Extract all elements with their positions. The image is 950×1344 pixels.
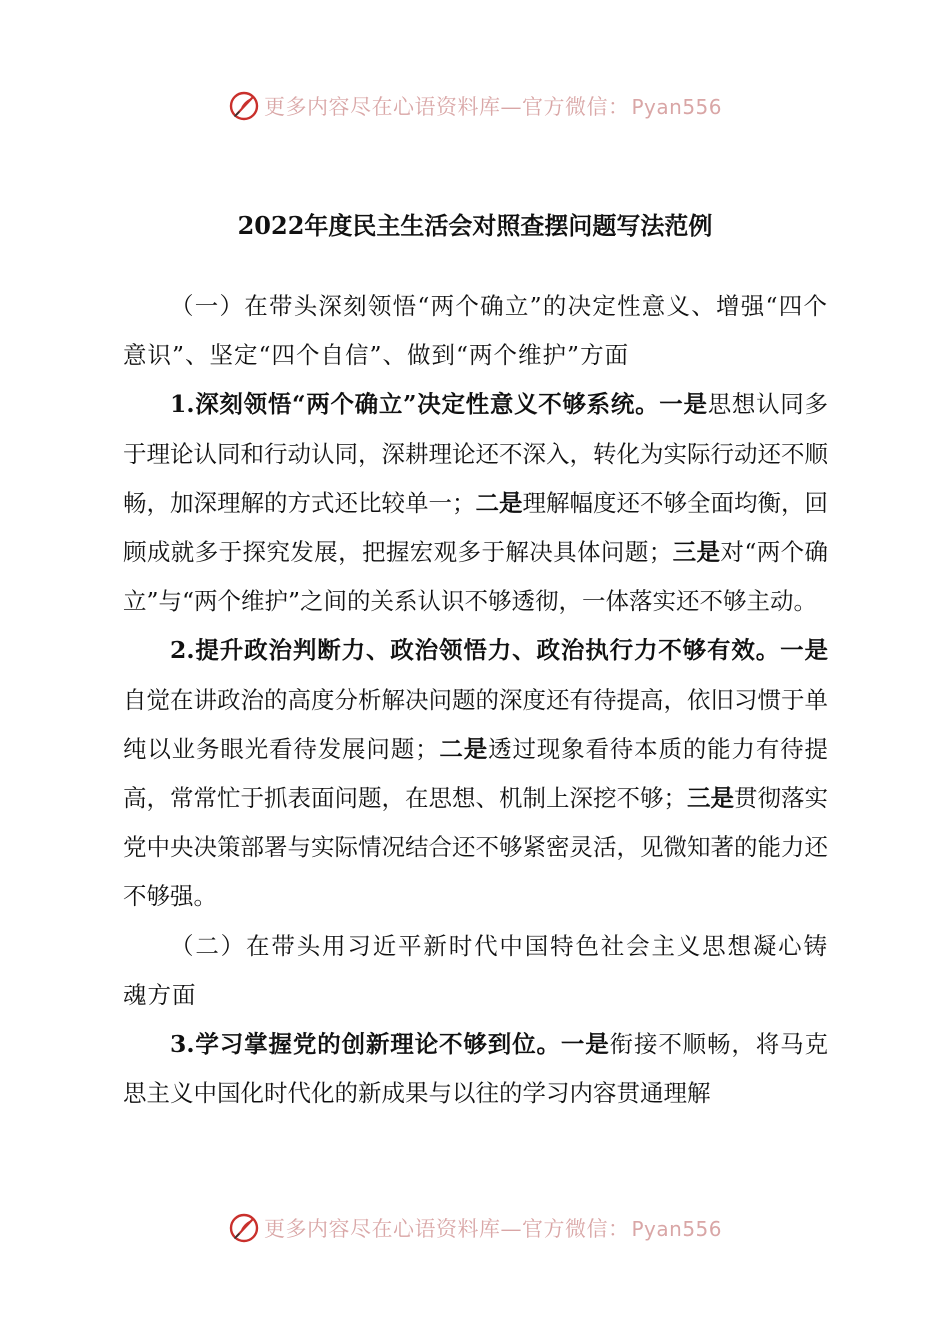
point-label: 二是 — [438, 734, 489, 763]
point-label: 一是 — [560, 1030, 610, 1059]
item-paragraph-2 — [123, 626, 828, 921]
point-label: 三是 — [687, 784, 734, 813]
document-body — [123, 282, 828, 1118]
watermark-caption: 更多内容尽在心语资料库—官方微信： — [263, 95, 630, 119]
point-text: 对“两个确立”与“两个维护”之间的关系认识不够透彻，一体落实还不够主动。 — [123, 538, 829, 616]
point-text: 思想认同多于理论认同和行动认同，深耕理论还不深入，转化为实际行动还不顺畅，加深理解的方式还比较单一； — [123, 390, 829, 517]
point-label: 一是 — [659, 390, 708, 419]
item-paragraph-1 — [123, 380, 828, 626]
item-heading: 3.学习掌握党的创新理论不够到位。 — [170, 1030, 561, 1059]
point-text: 衔接不顺畅，将马克思主义中国化时代化的新成果与以往的学习内容贯通理解 — [123, 1030, 829, 1108]
item-heading: 1.深刻领悟“两个确立”决定性意义不够系统。 — [170, 390, 660, 419]
section-heading-1: （一）在带头深刻领悟“两个确立”的决定性意义、增强“四个意识”、坚定“四个自信”、做到“两个维护”方面 — [123, 292, 828, 370]
document-title: 2022年度民主生活会对照查摆问题写法范例 — [237, 211, 713, 240]
quill-logo-icon — [228, 90, 260, 122]
watermark-text — [264, 1213, 722, 1243]
point-label: 三是 — [672, 538, 721, 567]
point-text: 贯彻落实党中央决策部署与实际情况结合还不够紧密灵活，见微知著的能力还不够强。 — [123, 784, 828, 911]
section-heading-2: （二）在带头用习近平新时代中国特色社会主义思想凝心铸魂方面 — [123, 931, 828, 1009]
point-label: 二是 — [475, 488, 523, 517]
point-text: 自觉在讲政治的高度分析解决问题的深度还有待提高，依旧习惯于单纯以业务眼光看待发展问题； — [123, 685, 828, 763]
watermark-caption: 更多内容尽在心语资料库—官方微信： — [263, 1217, 630, 1241]
watermark-banner-bottom — [0, 1208, 950, 1248]
point-text: 透过现象看待本质的能力有待提高，常常忙于抓表面问题，在思想、机制上深挖不够； — [123, 734, 829, 813]
watermark-banner-top — [0, 86, 950, 126]
item-heading: 2.提升政治判断力、政治领悟力、政治执行力不够有效。 — [170, 636, 781, 665]
item-paragraph-3 — [123, 1020, 828, 1118]
quill-logo-icon — [228, 1212, 260, 1244]
watermark-text — [264, 91, 722, 121]
watermark-wechat-id: Pyan556 — [631, 95, 722, 119]
point-text: 理解幅度还不够全面均衡，回顾成就多于探究发展，把握宏观多于解决具体问题； — [123, 488, 828, 567]
watermark-wechat-id: Pyan556 — [631, 1217, 722, 1241]
point-label: 一是 — [780, 636, 828, 665]
